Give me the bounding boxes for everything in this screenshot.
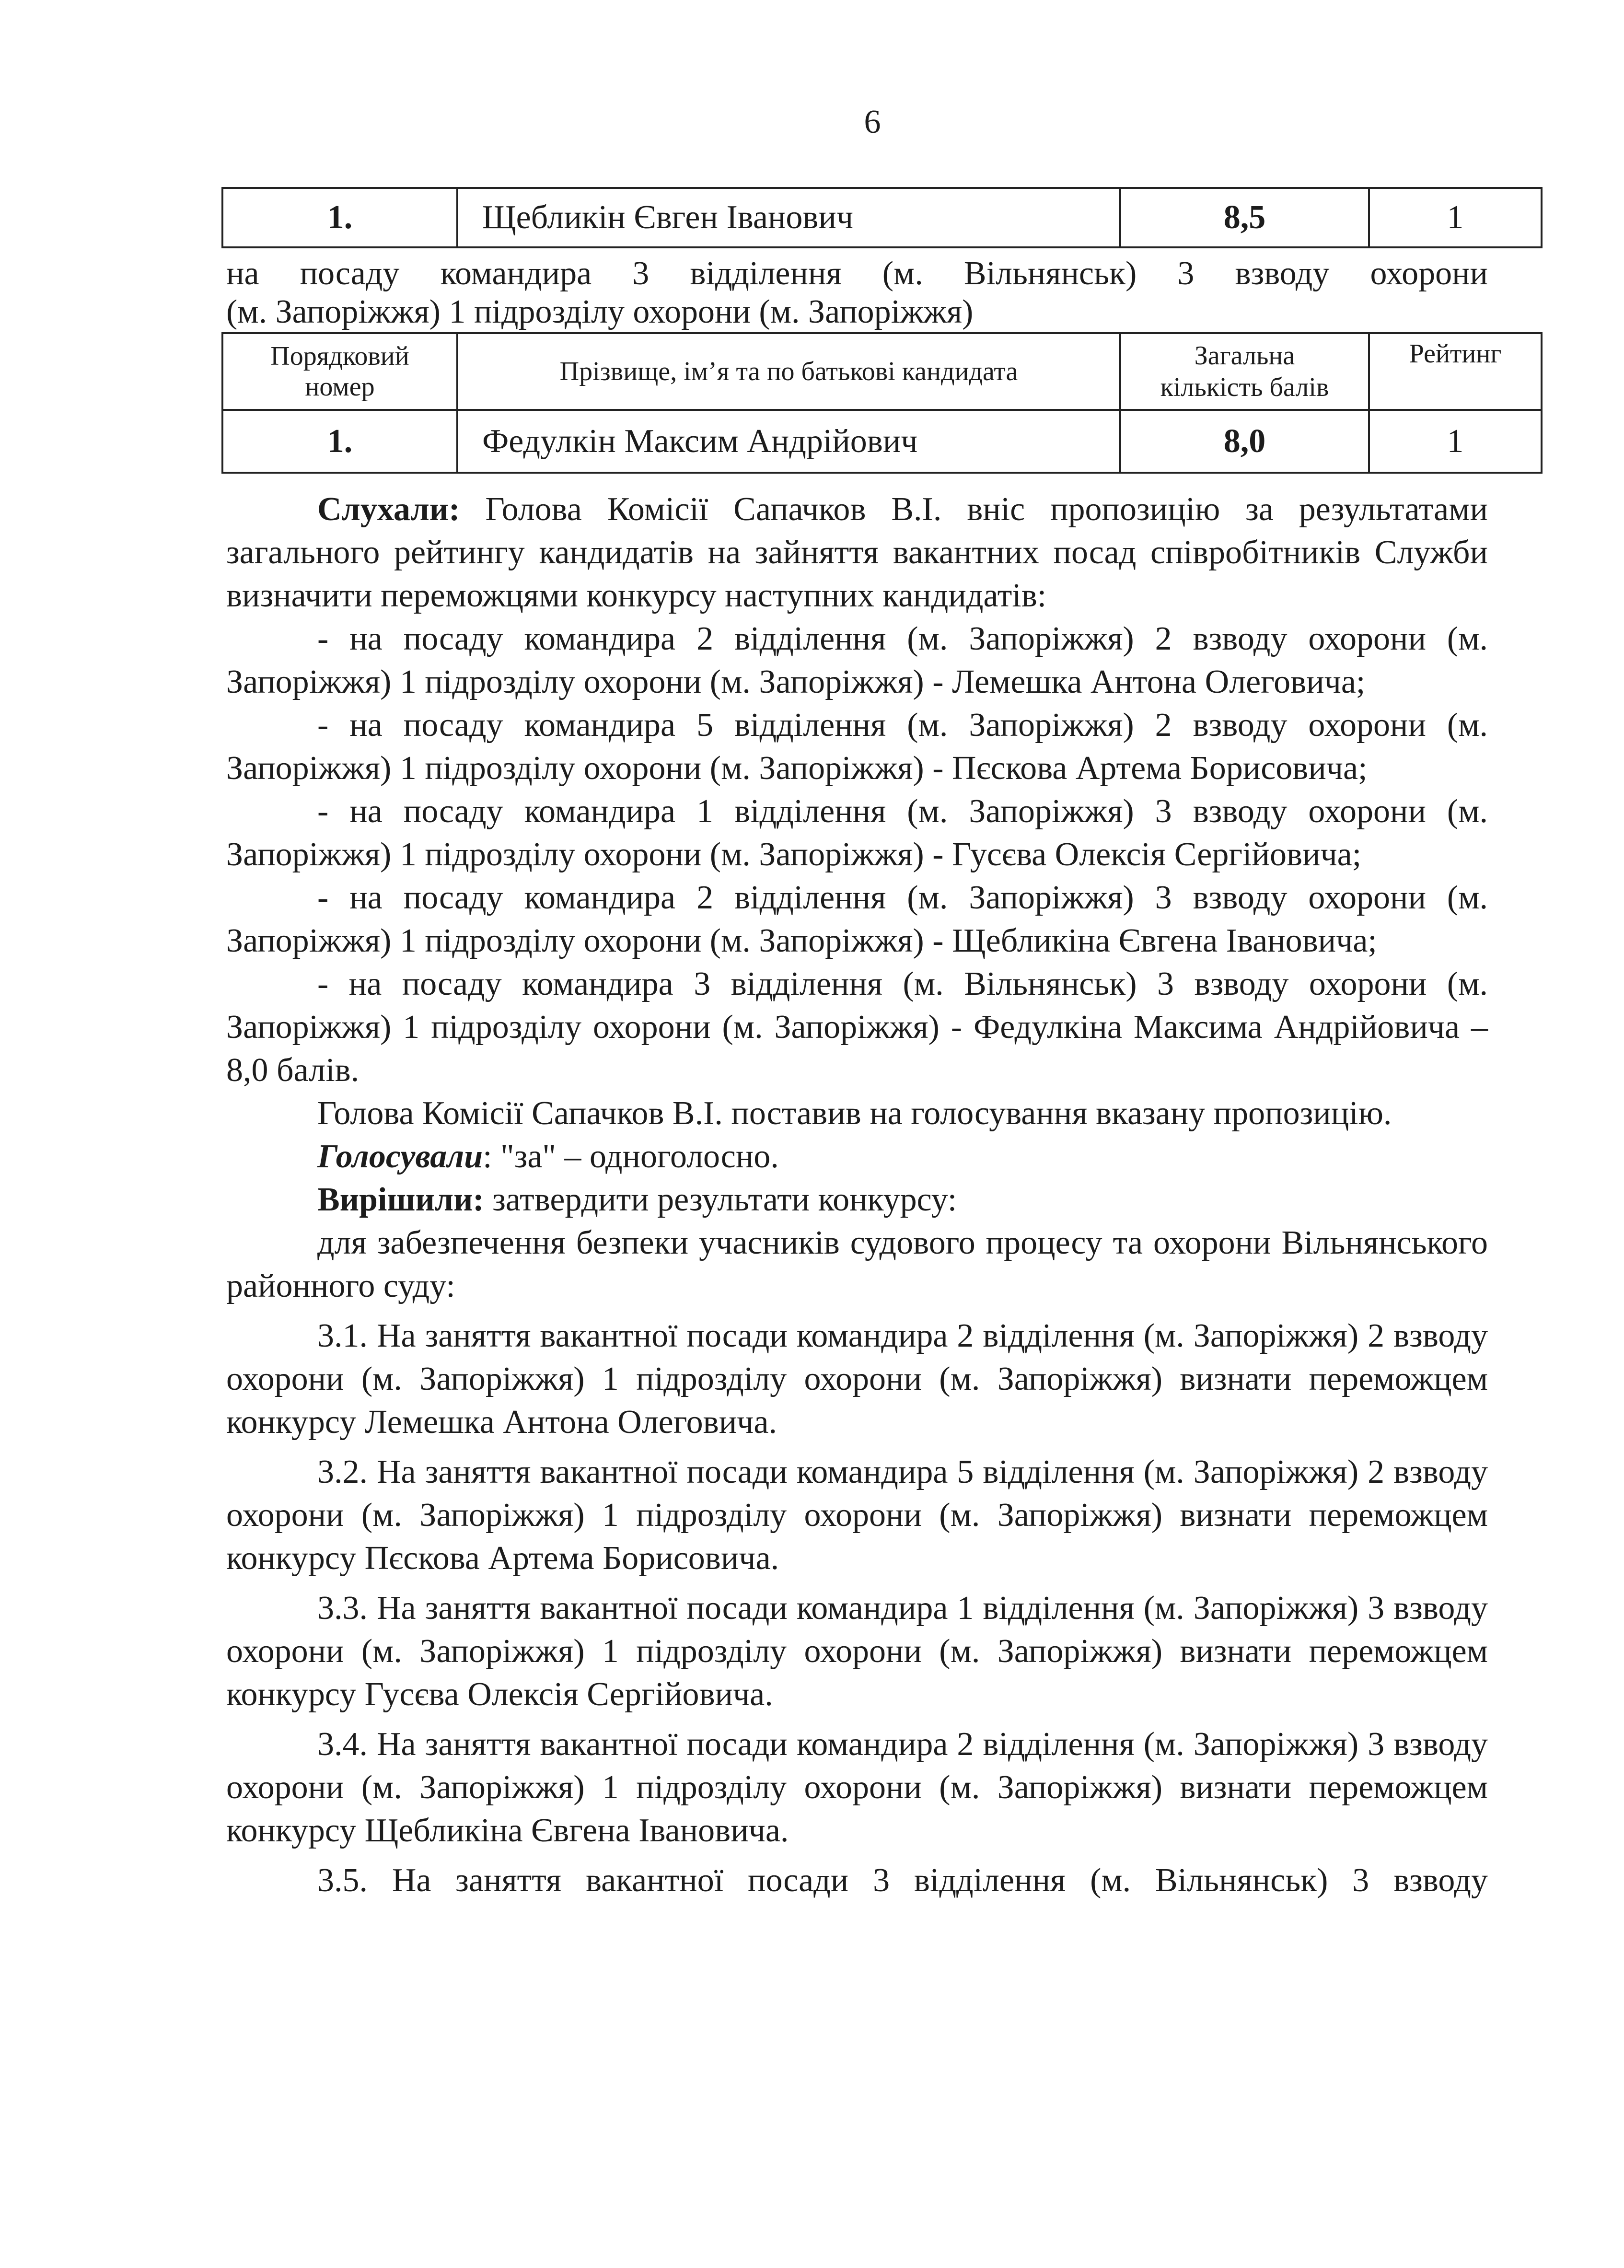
candidate-item: - на посаду командира 2 відділення (м. Запоріжжя) 2 взводу охорони (м. Запоріжжя) 1 підрозділу охорони (м. Запоріжжя) - Лемешка Антона Олеговича; (226, 620, 1488, 700)
table-header-row (222, 333, 1542, 410)
position-description-line-2: (м. Запоріжжя) 1 підрозділу охорони (м. Запоріжжя) (226, 293, 974, 330)
table-row (222, 188, 1542, 247)
candidate-name: Федулкін Максим Андрійович (457, 410, 1120, 473)
heard-text: Голова Комісії Сапачков В.І. вніс пропозицію за результатами загального рейтингу кандидатів на зайняття вакантних посад співробітників Служби визначити переможцями конкурсу наступних кандидатів: (226, 491, 1488, 614)
header-score-line-1: Загальна (1194, 341, 1295, 371)
header-number (222, 333, 457, 410)
candidate-rank: 1 (1369, 188, 1542, 247)
results-table-bottom (221, 332, 1543, 474)
protocol-body (226, 488, 1488, 1902)
voted-paragraph (226, 1135, 1488, 1178)
vote-proposal: Голова Комісії Сапачков В.І. поставив на голосування вказану пропозицію. (317, 1095, 1392, 1132)
header-name: Прізвище, ім’я та по батькові кандидата (457, 333, 1120, 410)
decision-item: 3.3. На заняття вакантної посади командира 1 відділення (м. Запоріжжя) 3 взводу охорони (м. Запоріжжя) 1 підрозділу охорони (м. Запоріжжя) визнати переможцем конкурсу Гусєва Олексія Сергійовича. (226, 1590, 1488, 1713)
candidate-name: Щебликін Євген Іванович (457, 188, 1120, 247)
decision-item: 3.1. На заняття вакантної посади командира 2 відділення (м. Запоріжжя) 2 взводу охорони (м. Запоріжжя) 1 підрозділу охорони (м. Запоріжжя) визнати переможцем конкурсу Лемешка Антона Олеговича. (226, 1317, 1488, 1441)
decided-paragraph (226, 1178, 1488, 1221)
voted-label: Голосували (317, 1138, 483, 1175)
row-number: 1. (222, 410, 457, 473)
voted-text: : "за" – одноголосно. (483, 1138, 779, 1175)
heard-paragraph (226, 488, 1488, 617)
header-score (1120, 333, 1369, 410)
page-number: 6 (864, 104, 881, 140)
position-description-line-1: на посаду командира 3 відділення (м. Вільнянськ) 3 взводу охорони (226, 255, 1488, 292)
candidate-item: - на посаду командира 2 відділення (м. Запоріжжя) 3 взводу охорони (м. Запоріжжя) 1 підрозділу охорони (м. Запоріжжя) - Щебликіна Євгена Івановича; (226, 879, 1488, 959)
row-number: 1. (222, 188, 457, 247)
results-table-top (221, 187, 1543, 248)
decision-item: 3.5. На заняття вакантної посади 3 відділення (м. Вільнянськ) 3 взводу (317, 1862, 1488, 1899)
candidate-score: 8,5 (1120, 188, 1369, 247)
header-rank: Рейтинг (1369, 333, 1542, 410)
candidate-item: - на посаду командира 3 відділення (м. Вільнянськ) 3 взводу охорони (м. Запоріжжя) 1 підрозділу охорони (м. Запоріжжя) - Федулкіна Максима Андрійовича – 8,0 балів. (226, 965, 1488, 1089)
candidate-score: 8,0 (1120, 410, 1369, 473)
decided-label: Вирішили: (317, 1181, 484, 1218)
decision-intro: для забезпечення безпеки учасників судового процесу та охорони Вільнянського районного суду: (226, 1224, 1488, 1304)
candidate-rank: 1 (1369, 410, 1542, 473)
header-number-line-2: номер (305, 372, 375, 402)
candidate-item: - на посаду командира 1 відділення (м. Запоріжжя) 3 взводу охорони (м. Запоріжжя) 1 підрозділу охорони (м. Запоріжжя) - Гусєва Олексія Сергійовича; (226, 793, 1488, 873)
table-row (222, 410, 1542, 473)
decided-text: затвердити результати конкурсу: (484, 1181, 957, 1218)
header-score-line-2: кількість балів (1160, 372, 1329, 402)
candidate-item: - на посаду командира 5 відділення (м. Запоріжжя) 2 взводу охорони (м. Запоріжжя) 1 підрозділу охорони (м. Запоріжжя) - Пєскова Артема Борисовича; (226, 707, 1488, 787)
header-number-line-1: Порядковий (270, 341, 409, 371)
decision-item: 3.4. На заняття вакантної посади командира 2 відділення (м. Запоріжжя) 3 взводу охорони (м. Запоріжжя) 1 підрозділу охорони (м. Запоріжжя) визнати переможцем конкурсу Щебликіна Євгена Івановича. (226, 1726, 1488, 1849)
heard-label: Слухали: (317, 491, 460, 528)
decision-item: 3.2. На заняття вакантної посади командира 5 відділення (м. Запоріжжя) 2 взводу охорони (м. Запоріжжя) 1 підрозділу охорони (м. Запоріжжя) визнати переможцем конкурсу Пєскова Артема Борисовича. (226, 1454, 1488, 1577)
